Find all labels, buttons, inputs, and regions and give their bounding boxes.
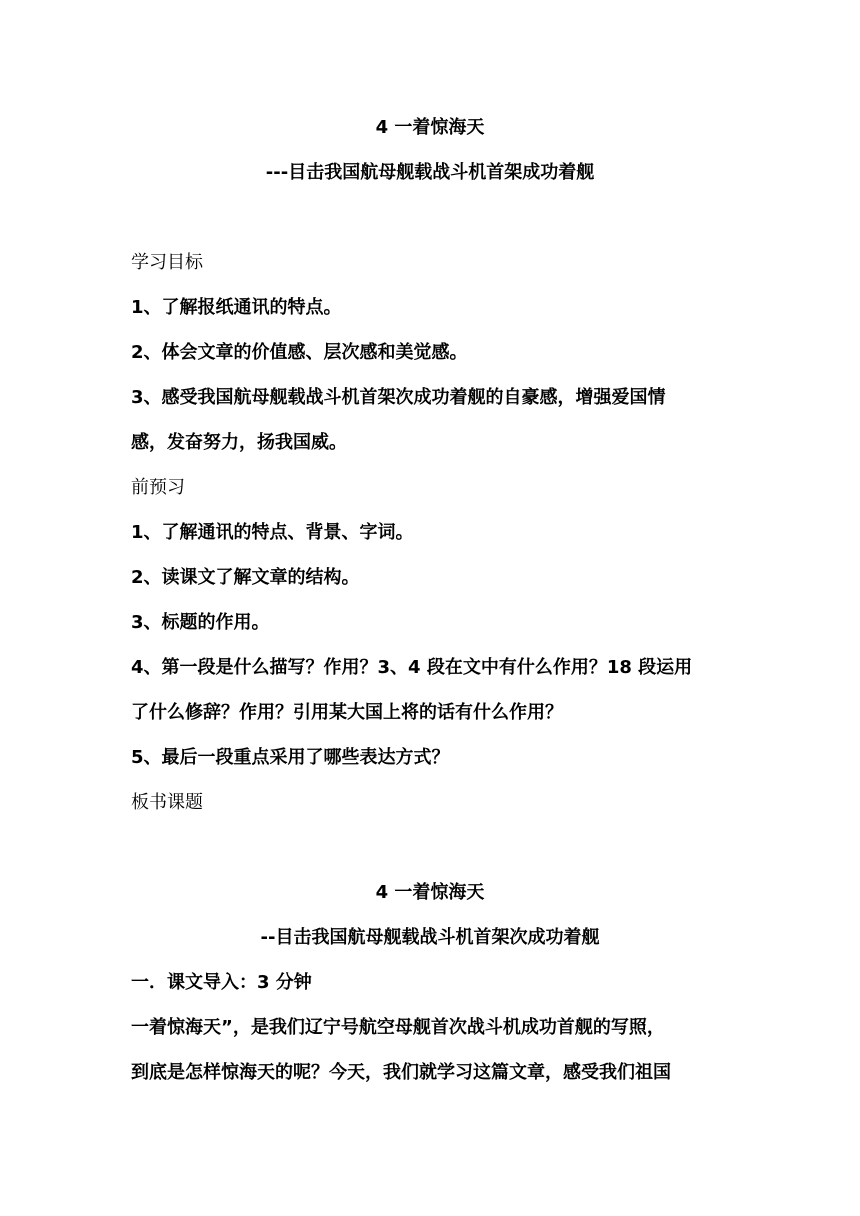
preview-item-continued: 了什么修辞？作用？引用某大国上将的话有什么作用？ (131, 702, 563, 723)
section-heading-board: 板书课题 (131, 792, 203, 813)
preview-item: 5、最后一段重点采用了哪些表达方式？ (131, 747, 450, 768)
lesson-intro-heading: 一．课文导入：3 分钟 (131, 972, 312, 993)
section-heading-objectives: 学习目标 (131, 252, 203, 273)
objective-item-continued: 感，发奋努力，扬我国威。 (131, 432, 347, 453)
intro-paragraph-line: 到底是怎样惊海天的呢？今天，我们就学习这篇文章，感受我们祖国 (131, 1062, 671, 1083)
preview-item: 4、第一段是什么描写？作用？3、4 段在文中有什么作用？18 段运用 (131, 657, 693, 678)
intro-paragraph-line: 一着惊海天”，是我们辽宁号航空母舰首次战斗机成功首舰的写照， (131, 1017, 665, 1038)
preview-item: 1、了解通讯的特点、背景、字词。 (131, 522, 414, 543)
lesson-subtitle: --目击我国航母舰载战斗机首架次成功着舰 (260, 927, 600, 948)
objective-item: 1、了解报纸通讯的特点。 (131, 297, 342, 318)
objective-item: 2、体会文章的价值感、层次感和美觉感。 (131, 342, 468, 363)
preview-item: 3、标题的作用。 (131, 612, 270, 633)
section-heading-preview: 前预习 (131, 477, 185, 498)
preview-item: 2、读课文了解文章的结构。 (131, 567, 360, 588)
objective-item: 3、感受我国航母舰载战斗机首架次成功着舰的自豪感，增强爱国情 (131, 387, 666, 408)
page-title: 4 一着惊海天 (375, 117, 485, 138)
page-subtitle: ---目击我国航母舰载战斗机首架成功着舰 (265, 162, 595, 183)
lesson-title: 4 一着惊海天 (375, 882, 485, 903)
